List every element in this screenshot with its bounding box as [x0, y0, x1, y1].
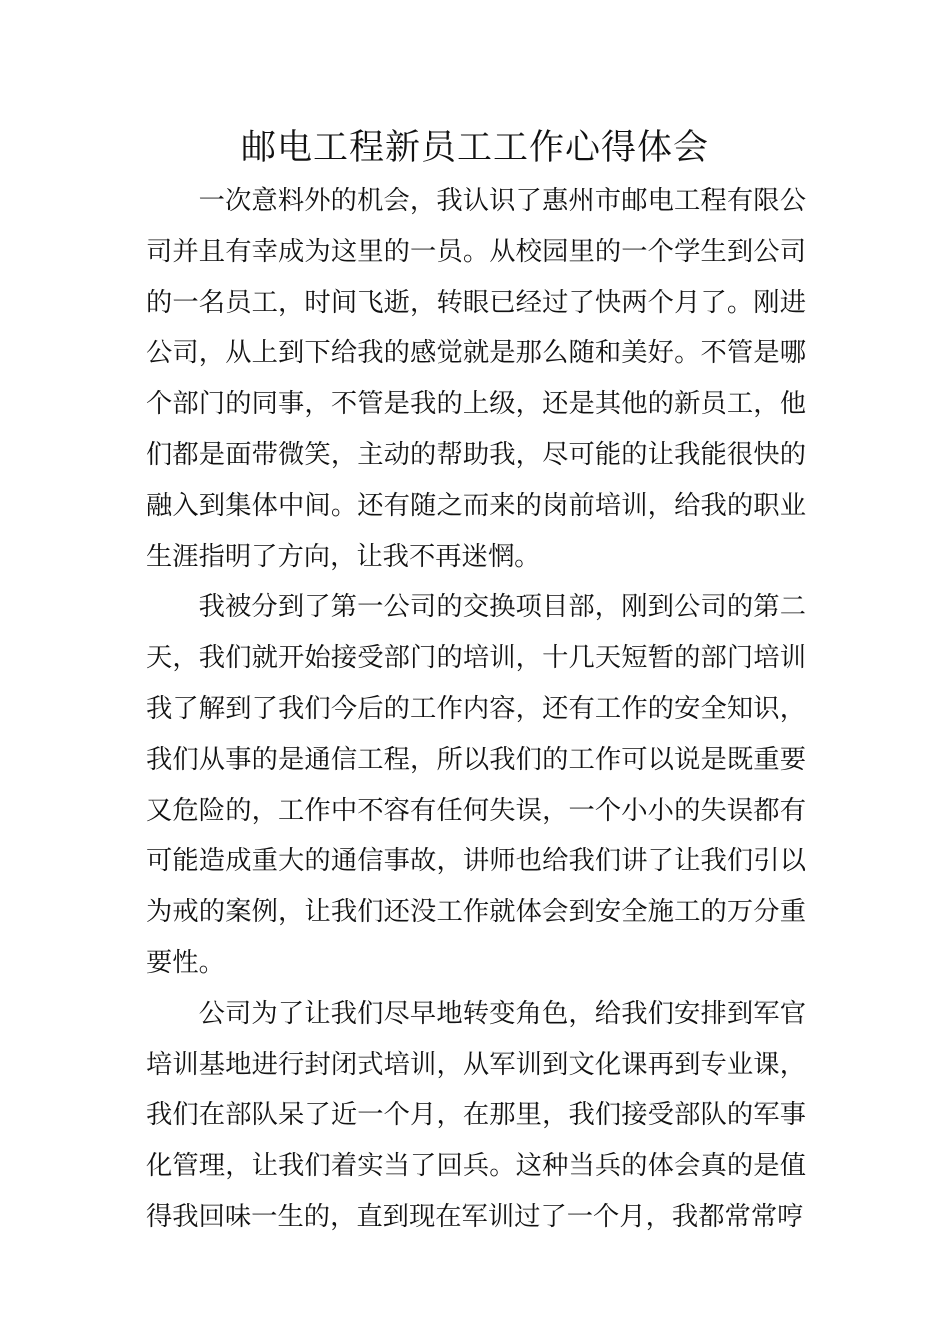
document-title: 邮电工程新员工工作心得体会	[240, 128, 709, 168]
document-body	[146, 176, 806, 1243]
paragraph-1: 一次意料外的机会，我认识了惠州市邮电工程有限公司并且有幸成为这里的一员。从校园里的一个学生到公司的一名员工，时间飞逝，转眼已经过了快两个月了。刚进公司，从上到下给我的感觉就是那么随和美好。不管是哪个部门的同事，不管是我的上级，还是其他的新员工，他们都是面带微笑，主动的帮助我，尽可能的让我能很快的融入到集体中间。还有随之而来的岗前培训，给我的职业生涯指明了方向，让我不再迷惘。	[146, 186, 806, 572]
paragraph-3: 公司为了让我们尽早地转变角色，给我们安排到军官培训基地进行封闭式培训，从军训到文化课再到专业课，我们在部队呆了近一个月，在那里，我们接受部队的军事化管理，让我们着实当了回兵。这种当兵的体会真的是值得我回味一生的，直到现在军训过了一个月，我都常常哼	[146, 998, 806, 1232]
paragraph-2: 我被分到了第一公司的交换项目部，刚到公司的第二天，我们就开始接受部门的培训，十几天短暂的部门培训我了解到了我们今后的工作内容，还有工作的安全知识，我们从事的是通信工程，所以我们的工作可以说是既重要又危险的，工作中不容有任何失误，一个小小的失误都有可能造成重大的通信事故，讲师也给我们讲了让我们引以为戒的案例，让我们还没工作就体会到安全施工的万分重要性。	[146, 592, 806, 978]
